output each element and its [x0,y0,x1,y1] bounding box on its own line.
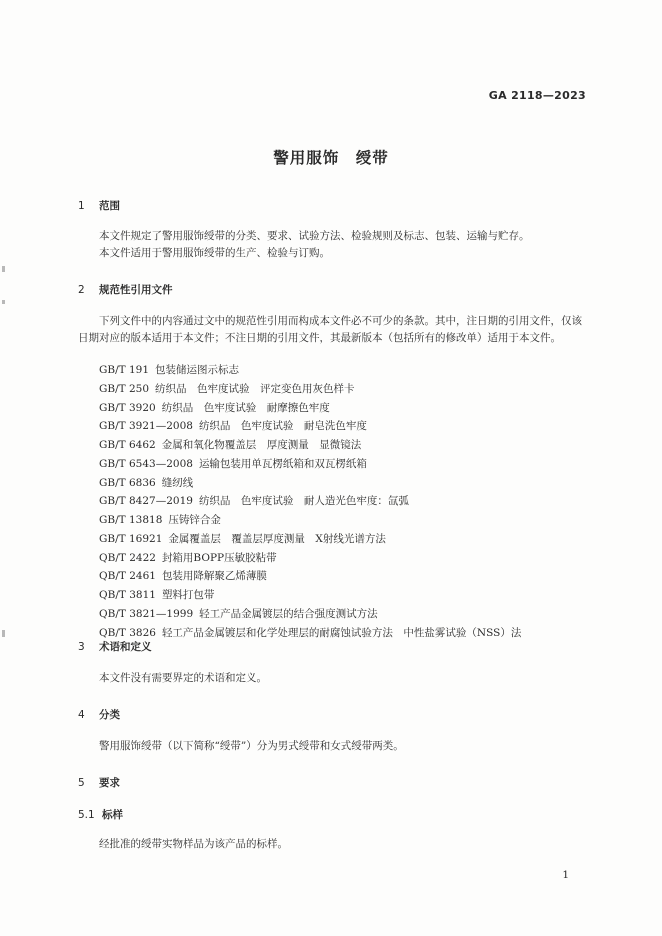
reference-title: 纺织品 色牢度试验 评定变色用灰色样卡 [155,382,355,395]
paragraph: 经批准的绶带实物样品为该产品的标样。 [99,838,288,850]
reference-title: 金属和氧化物覆盖层 厚度测量 显微镜法 [161,439,362,451]
list-item [78,586,588,605]
reference-code: QB/T 3821—1999 [99,607,194,620]
reference-code: QB/T 3811 [99,589,156,601]
list-item [78,436,588,455]
section-5-heading [78,775,120,790]
reference-code: GB/T 6543—2008 [99,457,193,470]
reference-title: 纺织品 色牢度试验 耐人造光色牢度：氙弧 [198,495,409,508]
reference-title: 压铸锌合金 [168,514,221,526]
reference-title: 封箱用BOPP压敏胶粘带 [161,551,277,564]
reference-code: GB/T 6836 [99,476,156,489]
reference-code: QB/T 3826 [99,626,156,639]
section-title: 要求 [99,777,120,789]
references-intro: 下列文件中的内容通过文中的规范性引用而构成本文件必不可少的条款。其中，注日期的引用文件，仅该日期对应的版本适用于本文件；不注日期的引用文件，其最新版本（包括所有的修改单）适用于本文件。 [78,315,582,344]
list-item [78,361,588,380]
section-number: 4 [78,709,85,721]
section-number: 5.1 [78,809,95,821]
standard-code: GA 2118—2023 [488,89,586,102]
reference-code: GB/T 8427—2019 [99,495,193,508]
list-item [78,399,588,418]
section-number: 5 [78,777,85,789]
list-item [78,492,588,511]
document-title: 警用服饰 绶带 [273,149,389,167]
scan-margin-mark [2,266,5,272]
section-2-heading [78,282,173,297]
reference-title: 包装用降解聚乙烯薄膜 [161,570,267,583]
section-title: 术语和定义 [99,641,152,653]
reference-code: GB/T 3921—2008 [99,420,193,433]
reference-title: 轻工产品金属镀层和化学处理层的耐腐蚀试验方法 中性盐雾试验（NSS）法 [161,626,522,639]
section-4-heading [78,707,120,722]
reference-code: GB/T 13818 [99,514,163,526]
reference-title: 运输包装用单瓦楞纸箱和双瓦楞纸箱 [198,457,367,470]
reference-code: GB/T 3920 [99,401,156,414]
scan-margin-mark [2,630,5,637]
list-item [78,605,588,624]
list-item [78,549,588,568]
scan-margin-mark [2,300,5,304]
list-item [78,380,588,399]
list-item [78,474,588,493]
list-item [78,511,588,530]
list-item [78,624,588,643]
reference-code: GB/T 191 [99,364,150,376]
list-item [78,530,588,549]
reference-code: GB/T 16921 [99,532,163,545]
paragraph: 本文件没有需要界定的术语和定义。 [99,672,267,684]
section-title: 规范性引用文件 [99,284,173,296]
section-1-heading [78,198,120,213]
reference-title: 缝纫线 [161,476,194,489]
reference-title: 纺织品 色牢度试验 耐皂洗色牢度 [198,420,367,433]
list-item [78,417,588,436]
paragraph: 警用服饰绶带（以下简称“绶带”）分为男式绶带和女式绶带两类。 [99,740,404,752]
paragraph: 本文件规定了警用服饰绶带的分类、要求、试验方法、检验规则及标志、包装、运输与贮存。 [99,230,530,242]
reference-code: GB/T 250 [99,382,150,395]
section-title: 标样 [102,809,123,821]
reference-code: QB/T 2422 [99,551,156,564]
section-number: 3 [78,641,85,653]
reference-code: QB/T 2461 [99,570,156,583]
reference-title: 纺织品 色牢度试验 耐摩擦色牢度 [161,401,330,414]
subsection-5-1-heading [78,807,123,822]
list-item [78,455,588,474]
section-number: 1 [78,200,85,212]
reference-title: 轻工产品金属镀层的结合强度测试方法 [199,607,378,620]
section-3-heading [78,639,152,654]
section-number: 2 [78,284,85,296]
list-item [78,567,588,586]
section-title: 范围 [99,200,120,212]
normative-references-list [78,361,588,642]
paragraph: 本文件适用于警用服饰绶带的生产、检验与订购。 [99,247,330,259]
section-title: 分类 [99,709,120,721]
reference-title: 包装储运图示标志 [155,364,240,376]
reference-title: 塑料打包带 [161,589,215,601]
reference-title: 金属覆盖层 覆盖层厚度测量 X射线光谱方法 [168,532,386,545]
reference-code: GB/T 6462 [99,439,156,451]
page-number: 1 [562,869,569,881]
